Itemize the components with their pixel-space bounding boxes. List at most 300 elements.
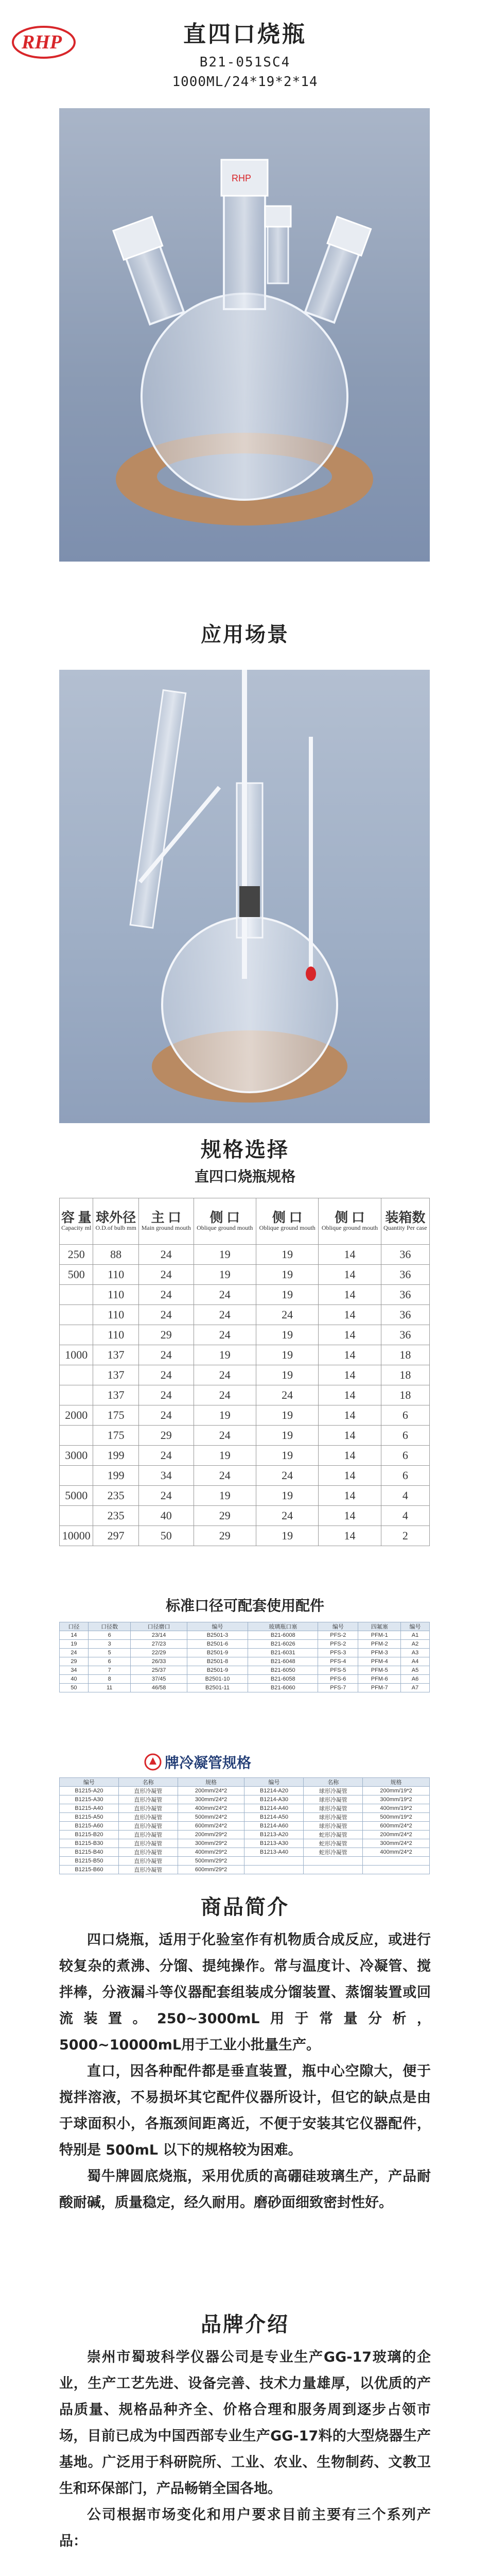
table-cell: 2000 [60, 1405, 93, 1426]
table-cell: 直形冷凝管 [118, 1839, 178, 1848]
table-cell: B2501-11 [187, 1684, 248, 1692]
table-cell: 235 [93, 1506, 138, 1526]
table-cell [244, 1866, 304, 1874]
table-cell [60, 1385, 93, 1405]
table-cell: 250 [60, 1245, 93, 1265]
table-header: 规格 [363, 1778, 430, 1787]
table-cell: A2 [401, 1640, 430, 1649]
table-header: 编号 [244, 1778, 304, 1787]
table-cell: 10000 [60, 1526, 93, 1546]
table-cell: PFS-4 [318, 1657, 358, 1666]
table-cell: 300mm/29*2 [178, 1839, 244, 1848]
table-cell: 19 [194, 1265, 256, 1285]
table-row [60, 1506, 430, 1526]
table-cell: B1214-A30 [244, 1795, 304, 1804]
table-cell: 24 [256, 1466, 318, 1486]
table-cell: 46/58 [131, 1684, 187, 1692]
condenser-table [59, 1777, 430, 1874]
table-cell: 200mm/29*2 [178, 1831, 244, 1839]
table-cell: B21-6031 [248, 1649, 318, 1657]
table-cell: 24 [194, 1365, 256, 1385]
table-row [60, 1325, 430, 1345]
table-cell: 蛇形冷凝管 [304, 1831, 363, 1839]
table-cell: 26/33 [131, 1657, 187, 1666]
table-cell: 29 [60, 1657, 89, 1666]
table-cell: 36 [381, 1325, 429, 1345]
table-cell: 4 [381, 1506, 429, 1526]
product-model: B21-051SC4 [199, 55, 291, 70]
table-header: 编号 [60, 1778, 119, 1787]
table-cell: 蛇形冷凝管 [304, 1839, 363, 1848]
table-cell: B1215-B30 [60, 1839, 119, 1848]
table-cell: 400mm/24*2 [178, 1804, 244, 1813]
table-cell: 19 [256, 1426, 318, 1446]
table-cell: 14 [319, 1245, 381, 1265]
table-cell: PFM-1 [358, 1631, 401, 1640]
table-cell: 200mm/24*2 [363, 1831, 430, 1839]
table-cell: B1213-A30 [244, 1839, 304, 1848]
specs-title: 规格选择 [201, 1138, 289, 1162]
table-cell: 19 [256, 1265, 318, 1285]
table-cell: 29 [194, 1506, 256, 1526]
table-cell: 24 [256, 1305, 318, 1325]
table-header: 规格 [178, 1778, 244, 1787]
table-cell: 6 [381, 1446, 429, 1466]
intro-text [59, 1927, 431, 2216]
table-cell: 14 [319, 1446, 381, 1466]
spec-header: 侧 口 Oblique ground mouth [194, 1198, 256, 1245]
table-cell: 24 [194, 1285, 256, 1305]
table-row [60, 1657, 430, 1666]
table-cell: 88 [93, 1245, 138, 1265]
table-cell: 200mm/19*2 [363, 1787, 430, 1795]
table-cell: 直形冷凝管 [118, 1813, 178, 1822]
table-cell: 直形冷凝管 [118, 1857, 178, 1866]
intro-title: 商品简介 [201, 1895, 289, 1919]
table-cell: B21-6060 [248, 1684, 318, 1692]
table-cell: 直形冷凝管 [118, 1822, 178, 1831]
table-cell: 14 [319, 1506, 381, 1526]
table-cell [363, 1857, 430, 1866]
table-row [60, 1405, 430, 1426]
table-cell: 14 [319, 1486, 381, 1506]
table-header: 口径 [60, 1622, 89, 1631]
table-cell: B1215-A60 [60, 1822, 119, 1831]
table-cell: B1215-B60 [60, 1866, 119, 1874]
product-photo [59, 108, 430, 562]
table-row [60, 1640, 430, 1649]
table-row [60, 1684, 430, 1692]
table-cell: 110 [93, 1285, 138, 1305]
table-row [60, 1822, 430, 1831]
table-cell: 24 [194, 1325, 256, 1345]
table-cell: 6 [381, 1466, 429, 1486]
table-cell: 18 [381, 1365, 429, 1385]
table-cell: 18 [381, 1345, 429, 1365]
table-cell: 1000 [60, 1345, 93, 1365]
table-cell: 6 [381, 1405, 429, 1426]
table-cell: 球形冷凝管 [304, 1795, 363, 1804]
table-cell: 24 [138, 1245, 194, 1265]
table-cell: 36 [381, 1285, 429, 1305]
application-photo [59, 670, 430, 1123]
table-cell: 137 [93, 1365, 138, 1385]
table-row [60, 1426, 430, 1446]
table-cell: 14 [319, 1405, 381, 1426]
table-header: 口径磨口 [131, 1622, 187, 1631]
product-spec: 1000ML/24*19*2*14 [172, 74, 318, 90]
table-cell [60, 1466, 93, 1486]
table-cell: B1214-A50 [244, 1813, 304, 1822]
table-cell: A1 [401, 1631, 430, 1640]
table-header: 口径数 [88, 1622, 131, 1631]
table-cell: 175 [93, 1426, 138, 1446]
table-cell: 直形冷凝管 [118, 1866, 178, 1874]
table-row [60, 1385, 430, 1405]
table-cell: 24 [256, 1506, 318, 1526]
table-cell: 36 [381, 1265, 429, 1285]
table-cell: 19 [194, 1446, 256, 1466]
table-cell: 37/45 [131, 1675, 187, 1684]
table-cell: 14 [60, 1631, 89, 1640]
table-cell: 50 [60, 1684, 89, 1692]
table-cell: 137 [93, 1345, 138, 1365]
table-cell: 19 [194, 1405, 256, 1426]
table-cell: 球形冷凝管 [304, 1804, 363, 1813]
table-cell: A3 [401, 1649, 430, 1657]
table-cell: PFS-2 [318, 1631, 358, 1640]
table-cell: 24 [138, 1446, 194, 1466]
table-cell: 19 [194, 1345, 256, 1365]
table-cell: 110 [93, 1265, 138, 1285]
table-cell: 直形冷凝管 [118, 1795, 178, 1804]
table-cell: 19 [194, 1486, 256, 1506]
table-cell: 29 [138, 1325, 194, 1345]
table-cell: PFS-6 [318, 1675, 358, 1684]
header [0, 0, 490, 103]
table-row [60, 1345, 430, 1365]
table-cell: 14 [319, 1526, 381, 1546]
table-row [60, 1265, 430, 1285]
table-row [60, 1486, 430, 1506]
table-cell: A5 [401, 1666, 430, 1675]
table-cell: 球形冷凝管 [304, 1822, 363, 1831]
table-cell: 14 [319, 1325, 381, 1345]
table-cell: 19 [256, 1285, 318, 1305]
table-cell: 22/29 [131, 1649, 187, 1657]
table-cell [60, 1506, 93, 1526]
table-row [60, 1675, 430, 1684]
table-cell: 500mm/19*2 [363, 1813, 430, 1822]
table-cell: 5000 [60, 1486, 93, 1506]
table-row [60, 1285, 430, 1305]
table-cell: B21-6048 [248, 1657, 318, 1666]
table-cell: 175 [93, 1405, 138, 1426]
table-cell: B21-6058 [248, 1675, 318, 1684]
table-cell [244, 1857, 304, 1866]
table-row [60, 1446, 430, 1466]
table-cell: 400mm/24*2 [363, 1848, 430, 1857]
table-cell: B2501-3 [187, 1631, 248, 1640]
table-cell: A4 [401, 1657, 430, 1666]
table-cell: PFS-2 [318, 1640, 358, 1649]
table-cell: PFM-6 [358, 1675, 401, 1684]
table-row [60, 1857, 430, 1866]
table-cell [60, 1305, 93, 1325]
application-title: 应用场景 [201, 623, 289, 647]
table-cell: 235 [93, 1486, 138, 1506]
table-cell: PFS-7 [318, 1684, 358, 1692]
accessory-table [59, 1622, 430, 1692]
table-cell: B2501-9 [187, 1649, 248, 1657]
intro-paragraph: 直口，因各种配件都是垂直装置，瓶中心空隙大，便于搅拌溶液，不易损坏其它配件仪器所设计，但它的缺点是由于球面积小，各瓶颈间距离近，不便于安装其它仪器配件，特别是 500mL 以下的规格较为困难。 [59, 2063, 431, 2158]
table-cell: A7 [401, 1684, 430, 1692]
spec-header: 主 口 Main ground mouth [138, 1198, 194, 1245]
table-cell: 直形冷凝管 [118, 1804, 178, 1813]
table-cell: 蛇形冷凝管 [304, 1848, 363, 1857]
table-header: 编号 [401, 1622, 430, 1631]
table-cell: 400mm/29*2 [178, 1848, 244, 1857]
table-row [60, 1365, 430, 1385]
table-cell: 18 [381, 1385, 429, 1405]
table-cell: 24 [194, 1305, 256, 1325]
table-cell: PFS-5 [318, 1666, 358, 1675]
table-cell: 300mm/24*2 [178, 1795, 244, 1804]
table-cell: B1214-A40 [244, 1804, 304, 1813]
table-row [60, 1526, 430, 1546]
table-cell: 24 [256, 1385, 318, 1405]
table-header: 四氟塞 [358, 1622, 401, 1631]
table-cell: 3 [88, 1640, 131, 1649]
table-cell [363, 1866, 430, 1874]
table-cell [304, 1857, 363, 1866]
spec-header: 侧 口 Oblique ground mouth [256, 1198, 318, 1245]
table-cell: 19 [256, 1345, 318, 1365]
table-cell: 110 [93, 1325, 138, 1345]
table-header: 名称 [118, 1778, 178, 1787]
table-cell: 40 [60, 1675, 89, 1684]
table-cell [60, 1426, 93, 1446]
table-cell: 300mm/19*2 [363, 1795, 430, 1804]
condenser-title: 牌冷凝管规格 [165, 1755, 252, 1771]
table-cell: 24 [138, 1486, 194, 1506]
table-cell: 6 [381, 1426, 429, 1446]
table-cell: 200mm/24*2 [178, 1787, 244, 1795]
table-cell: 23/14 [131, 1631, 187, 1640]
table-cell: 19 [256, 1405, 318, 1426]
table-cell: B1215-A30 [60, 1795, 119, 1804]
table-cell: B21-6026 [248, 1640, 318, 1649]
table-cell: B1214-A60 [244, 1822, 304, 1831]
table-cell: 5 [88, 1649, 131, 1657]
table-cell: 24 [194, 1385, 256, 1405]
accessory-title: 标准口径可配套使用配件 [165, 1598, 324, 1614]
table-cell: B21-6008 [248, 1631, 318, 1640]
condenser-heading [144, 1752, 251, 1772]
table-cell: 11 [88, 1684, 131, 1692]
table-cell: PFM-5 [358, 1666, 401, 1675]
table-cell: 6 [88, 1657, 131, 1666]
spec-table [59, 1198, 430, 1546]
table-row [60, 1804, 430, 1813]
spec-header: 装箱数 Quantity Per case [381, 1198, 429, 1245]
table-cell: 600mm/29*2 [178, 1866, 244, 1874]
table-cell: 500mm/24*2 [178, 1813, 244, 1822]
table-cell: B1215-B50 [60, 1857, 119, 1866]
table-cell: B1213-A20 [244, 1831, 304, 1839]
table-cell: 24 [138, 1405, 194, 1426]
table-cell: 24 [138, 1345, 194, 1365]
brand-paragraph: 公司根据市场变化和用户要求目前主要有三个系列产品： [59, 2507, 431, 2549]
table-header: 名称 [304, 1778, 363, 1787]
table-cell: 14 [319, 1426, 381, 1446]
table-cell: 199 [93, 1446, 138, 1466]
table-cell: 球形冷凝管 [304, 1787, 363, 1795]
spec-header: 侧 口 Oblique ground mouth [319, 1198, 381, 1245]
table-cell: 19 [256, 1365, 318, 1385]
table-cell: 400mm/19*2 [363, 1804, 430, 1813]
table-cell: 500 [60, 1265, 93, 1285]
table-cell: 3000 [60, 1446, 93, 1466]
table-cell: 29 [194, 1526, 256, 1546]
table-cell: B1215-A20 [60, 1787, 119, 1795]
intro-paragraph: 四口烧瓶，适用于化验室作有机物质合成反应，或进行较复杂的煮沸、分馏、提纯操作。常与温度计、冷凝管、搅拌棒，分液漏斗等仪器配套组装成分馏装置、蒸馏装置或回流装置。250~3000mL用于常量分析，5000~10000mL用于工业小批量生产。 [59, 1932, 431, 2053]
table-cell: 直形冷凝管 [118, 1831, 178, 1839]
svg-text:RHP: RHP [22, 31, 62, 53]
table-row [60, 1848, 430, 1857]
table-cell: 24 [194, 1426, 256, 1446]
table-cell: B1215-B40 [60, 1848, 119, 1857]
table-cell: 14 [319, 1385, 381, 1405]
table-cell: PFS-3 [318, 1649, 358, 1657]
table-cell: 40 [138, 1506, 194, 1526]
table-cell: 19 [256, 1526, 318, 1546]
table-cell: 19 [194, 1245, 256, 1265]
table-cell: 600mm/24*2 [363, 1822, 430, 1831]
table-cell: 24 [138, 1305, 194, 1325]
table-row [60, 1631, 430, 1640]
table-cell: 24 [138, 1365, 194, 1385]
table-cell: 29 [138, 1426, 194, 1446]
table-cell: B2501-9 [187, 1666, 248, 1675]
table-row [60, 1839, 430, 1848]
table-cell: B1215-A50 [60, 1813, 119, 1822]
table-cell: 34 [138, 1466, 194, 1486]
table-cell: B2501-10 [187, 1675, 248, 1684]
table-cell: 24 [138, 1385, 194, 1405]
table-cell: 19 [60, 1640, 89, 1649]
table-cell: 14 [319, 1365, 381, 1385]
table-cell: 24 [138, 1265, 194, 1285]
table-cell: 500mm/29*2 [178, 1857, 244, 1866]
table-header: 玻璃瓶口塞 [248, 1622, 318, 1631]
table-cell: 27/23 [131, 1640, 187, 1649]
table-row [60, 1466, 430, 1486]
table-cell: 14 [319, 1265, 381, 1285]
table-cell: 14 [319, 1285, 381, 1305]
table-cell: B1215-B20 [60, 1831, 119, 1839]
table-cell: PFM-7 [358, 1684, 401, 1692]
table-cell: 110 [93, 1305, 138, 1325]
table-cell: B1213-A40 [244, 1848, 304, 1857]
table-cell: 直形冷凝管 [118, 1848, 178, 1857]
table-cell: B2501-6 [187, 1640, 248, 1649]
table-cell: 50 [138, 1526, 194, 1546]
table-cell: 14 [319, 1466, 381, 1486]
table-cell: 14 [319, 1345, 381, 1365]
table-row [60, 1245, 430, 1265]
table-cell: 199 [93, 1466, 138, 1486]
table-cell: PFM-3 [358, 1649, 401, 1657]
table-cell: 14 [319, 1305, 381, 1325]
table-cell: 600mm/24*2 [178, 1822, 244, 1831]
brand-text [59, 2344, 431, 2554]
brand-title: 品牌介绍 [201, 2313, 289, 2336]
specs-subtitle: 直四口烧瓶规格 [194, 1168, 295, 1184]
table-cell: 24 [194, 1466, 256, 1486]
table-cell: 297 [93, 1526, 138, 1546]
table-cell: 34 [60, 1666, 89, 1675]
intro-paragraph: 蜀牛牌圆底烧瓶，采用优质的高硼硅玻璃生产，产品耐酸耐碱，质量稳定，经久耐用。磨砂面细致密封性好。 [59, 2168, 431, 2211]
table-cell: 19 [256, 1446, 318, 1466]
table-cell [304, 1866, 363, 1874]
table-header: 编号 [318, 1622, 358, 1631]
table-cell: 36 [381, 1245, 429, 1265]
spec-header: 容 量 Capacity ml [60, 1198, 93, 1245]
table-cell: 24 [60, 1649, 89, 1657]
table-cell: B21-6050 [248, 1666, 318, 1675]
table-row [60, 1649, 430, 1657]
table-row [60, 1831, 430, 1839]
table-cell: 7 [88, 1666, 131, 1675]
table-cell: A6 [401, 1675, 430, 1684]
table-cell: 24 [138, 1285, 194, 1305]
table-cell: 300mm/24*2 [363, 1839, 430, 1848]
svg-text:RHP: RHP [232, 173, 252, 183]
table-header: 编号 [187, 1622, 248, 1631]
table-cell: 19 [256, 1486, 318, 1506]
table-cell: PFM-2 [358, 1640, 401, 1649]
table-cell: B1215-A40 [60, 1804, 119, 1813]
table-cell: B2501-8 [187, 1657, 248, 1666]
table-cell [60, 1325, 93, 1345]
table-row [60, 1866, 430, 1874]
table-cell: 25/37 [131, 1666, 187, 1675]
title-block [0, 15, 490, 90]
table-cell: 8 [88, 1675, 131, 1684]
table-cell: PFM-4 [358, 1657, 401, 1666]
table-cell: 19 [256, 1245, 318, 1265]
product-title: 直四口烧瓶 [183, 21, 307, 47]
shuniu-logo-icon [144, 1753, 162, 1771]
table-cell [60, 1285, 93, 1305]
table-cell: B1214-A20 [244, 1787, 304, 1795]
table-row [60, 1305, 430, 1325]
table-cell [60, 1365, 93, 1385]
table-cell: 19 [256, 1325, 318, 1345]
table-cell: 4 [381, 1486, 429, 1506]
table-cell: 直形冷凝管 [118, 1787, 178, 1795]
table-row [60, 1666, 430, 1675]
table-cell: 137 [93, 1385, 138, 1405]
table-cell: 球形冷凝管 [304, 1813, 363, 1822]
table-row [60, 1813, 430, 1822]
brand-paragraph: 崇州市蜀玻科学仪器公司是专业生产GG-17玻璃的企业，生产工艺先进、设备完善、技术力量雄厚，以优质的产品质量、规格品种齐全、价格合理和服务周到逐步占领市场，目前已成为中国西部专业生产GG-17料的大型烧器生产基地。广泛用于科研院所、工业、农业、生物制药、文教卫生和环保部门，产品畅销全国各地。 [59, 2349, 431, 2497]
table-cell: 6 [88, 1631, 131, 1640]
table-cell: 36 [381, 1305, 429, 1325]
table-cell: 2 [381, 1526, 429, 1546]
spec-header: 球外径 O.D.of bulb mm [93, 1198, 138, 1245]
